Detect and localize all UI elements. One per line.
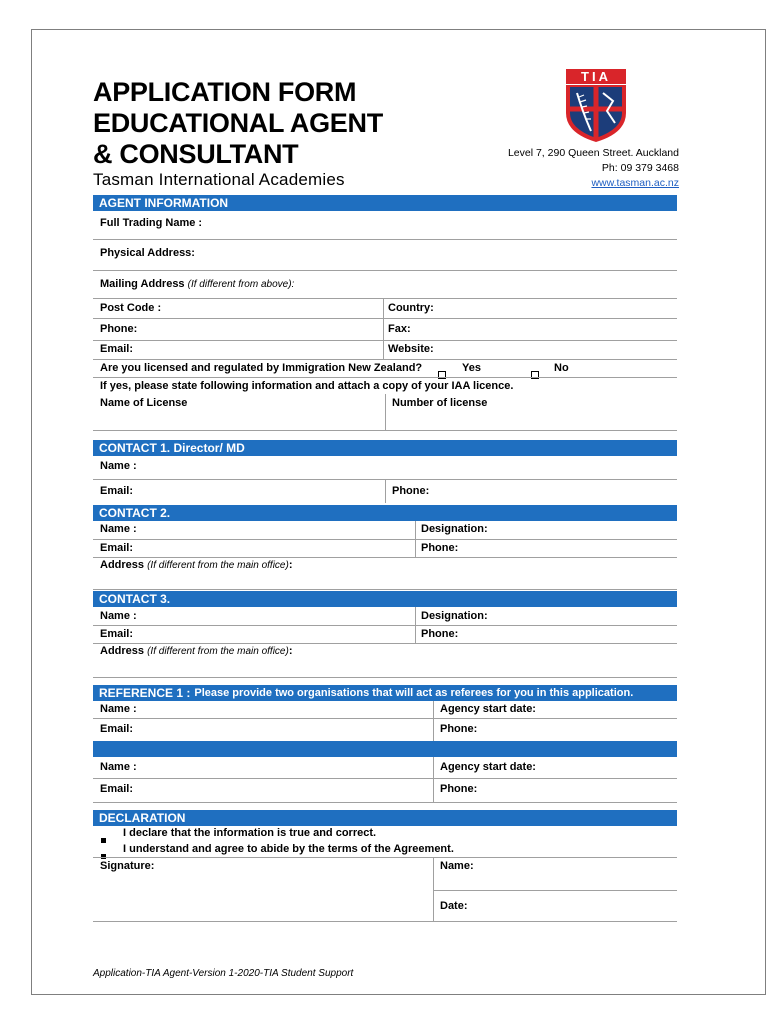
agent-info-heading: AGENT INFORMATION (93, 195, 677, 211)
contact1-phone-label: Phone: (392, 485, 430, 497)
contact3-name-field[interactable] (93, 625, 677, 626)
organisation-name: Tasman International Academies (93, 170, 345, 189)
ref2-start-date-label: Agency start date: (440, 761, 536, 773)
ref2-name-label: Name : (100, 761, 137, 773)
ref2-column-divider (433, 757, 434, 802)
ref1-email-label: Email: (100, 723, 134, 735)
post-code-field[interactable] (93, 318, 677, 319)
contact1-column-divider (385, 480, 386, 503)
declaration-name-label: Name: (440, 860, 474, 872)
contact3-name-label: Name : (100, 610, 137, 622)
contact2-heading: CONTACT 2. (93, 505, 677, 521)
ref2-phone-label: Phone: (440, 783, 478, 795)
contact1-name-label: Name : (100, 460, 137, 472)
contact3-phone-label: Phone: (421, 628, 459, 640)
contact2-phone-label: Phone: (421, 542, 459, 554)
license-field[interactable] (93, 430, 677, 431)
declaration-date-label: Date: (440, 900, 468, 912)
declaration-divider (93, 857, 677, 858)
licensed-question: Are you licensed and regulated by Immigration New Zealand? (100, 362, 423, 374)
contact3-email-label: Email: (100, 628, 134, 640)
form-title-line3: & CONSULTANT (93, 139, 299, 169)
no-checkbox[interactable] (531, 366, 539, 384)
reference2-bar (93, 741, 677, 757)
physical-address-field[interactable] (93, 270, 677, 271)
footer-text: Application-TIA Agent-Version 1-2020-TIA Student Support (93, 968, 354, 979)
name-of-license-label: Name of License (100, 397, 188, 409)
signature-label: Signature: (100, 860, 155, 872)
agent-column-divider (383, 299, 384, 360)
declaration-name-field[interactable] (434, 890, 677, 891)
contact3-designation-label: Designation: (421, 610, 488, 622)
contact2-name-field[interactable] (93, 539, 677, 540)
declaration-heading: DECLARATION (93, 810, 677, 826)
phone-label: Phone: (100, 323, 138, 335)
ref1-start-date-label: Agency start date: (440, 703, 536, 715)
signature-field[interactable] (93, 921, 677, 922)
contact3-heading: CONTACT 3. (93, 591, 677, 607)
svg-text:TIA: TIA (581, 69, 611, 84)
declaration-item-2: I understand and agree to abide by the terms of the Agreement. (123, 843, 454, 855)
license-column-divider (385, 394, 386, 430)
contact3-address-field[interactable] (93, 677, 677, 678)
contact2-designation-label: Designation: (421, 523, 488, 535)
contact3-email-field[interactable] (93, 643, 677, 644)
contact2-email-field[interactable] (93, 557, 677, 558)
ref1-name-field[interactable] (93, 718, 677, 719)
office-phone: Ph: 09 379 3468 (601, 162, 679, 174)
contact2-address-field[interactable] (93, 589, 677, 590)
tia-logo (563, 67, 629, 143)
post-code-label: Post Code : (100, 302, 162, 314)
ref2-email-label: Email: (100, 783, 134, 795)
ref1-column-divider (433, 701, 434, 741)
ref2-email-field[interactable] (93, 802, 677, 803)
ref2-name-field[interactable] (93, 778, 677, 779)
yes-label: Yes (462, 362, 481, 374)
contact1-email-label: Email: (100, 485, 134, 497)
if-yes-instruction: If yes, please state following information and attach a copy of your IAA licence. (100, 380, 514, 392)
declaration-item-1: I declare that the information is true and correct. (123, 827, 377, 839)
ref1-phone-label: Phone: (440, 723, 478, 735)
contact3-address-label: Address (If different from the main office): (100, 645, 293, 657)
office-address: Level 7, 290 Queen Street. Auckland (507, 147, 679, 159)
full-trading-name-field[interactable] (93, 239, 677, 240)
mailing-address-label: Mailing Address (If different from above): (100, 278, 295, 290)
contact2-column-divider (415, 521, 416, 557)
number-of-license-label: Number of license (392, 397, 488, 409)
mailing-address-note: (If different from above): (187, 279, 295, 290)
form-title-line1: APPLICATION FORM (93, 77, 357, 107)
reference-heading: REFERENCE 1 : Please provide two organisations that will act as referees for you in this application. (93, 685, 677, 701)
ref1-name-label: Name : (100, 703, 137, 715)
contact2-address-label: Address (If different from the main office): (100, 559, 293, 571)
form-title-line2: EDUCATIONAL AGENT (93, 108, 383, 138)
physical-address-label: Physical Address: (100, 247, 195, 259)
website-label: Website: (388, 343, 434, 355)
full-trading-name-label: Full Trading Name : (100, 217, 203, 229)
licensed-divider (93, 377, 677, 378)
mailing-address-field[interactable] (93, 298, 677, 299)
email-label: Email: (100, 343, 134, 355)
website-link[interactable]: www.tasman.ac.nz (591, 177, 679, 189)
contact3-column-divider (415, 607, 416, 643)
contact1-heading: CONTACT 1. Director/ MD (93, 440, 677, 456)
no-label: No (554, 362, 569, 374)
country-label: Country: (388, 302, 434, 314)
email-field[interactable] (93, 359, 677, 360)
contact2-name-label: Name : (100, 523, 137, 535)
phone-field[interactable] (93, 340, 677, 341)
contact2-email-label: Email: (100, 542, 134, 554)
fax-label: Fax: (388, 323, 411, 335)
